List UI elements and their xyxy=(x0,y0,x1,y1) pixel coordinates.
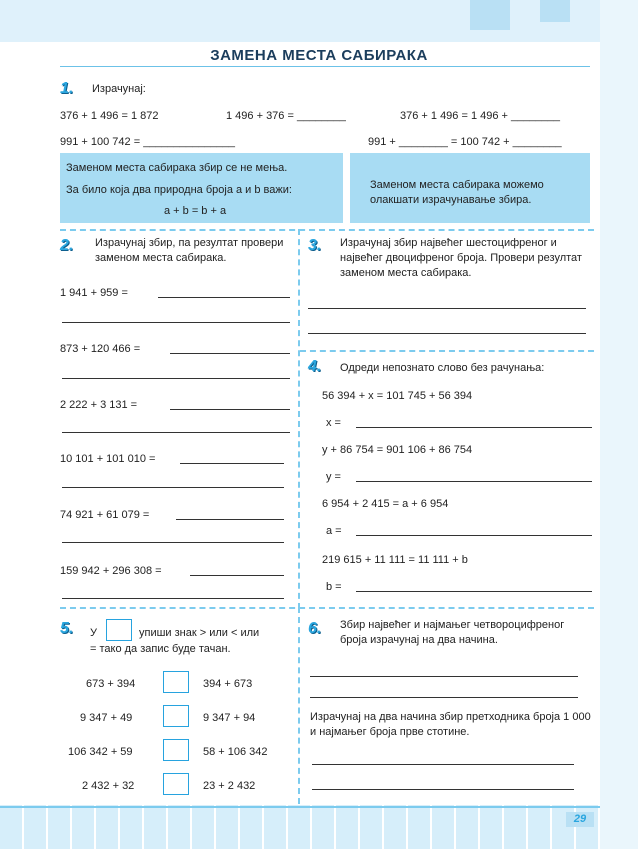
exercise-1-number: 1. xyxy=(60,80,74,97)
ex4-answer-label-2: y = xyxy=(326,471,341,483)
ex4-answer-label-4: b = xyxy=(326,581,342,593)
right-decor-band xyxy=(600,0,638,849)
ex4-equation-4: 219 615 + 11 111 = 11 111 + b xyxy=(322,554,468,566)
answer-line[interactable] xyxy=(62,322,290,323)
answer-line[interactable] xyxy=(356,481,592,482)
exercise-3-instruction: Израчунај збир највећег шестоцифреног и највећег двоцифреног броја. Провери резултат заменом места сабирака. xyxy=(340,237,582,279)
sign-input-box[interactable] xyxy=(163,773,189,795)
ex2-row-1: 1 941 + 959 = xyxy=(60,287,128,299)
ex1-row1-a: 376 + 1 496 = 1 872 xyxy=(60,110,159,122)
info-box-tip xyxy=(350,153,590,223)
ex4-equation-1: 56 394 + x = 101 745 + 56 394 xyxy=(322,390,473,402)
answer-line[interactable] xyxy=(310,697,578,698)
ex5-left-1: 673 + 394 xyxy=(86,678,136,690)
answer-line[interactable] xyxy=(62,487,284,488)
answer-line[interactable] xyxy=(62,542,284,543)
footer-line xyxy=(0,806,600,808)
ex2-row-6: 159 942 + 296 308 = xyxy=(60,565,162,577)
ex5-right-2: 9 347 + 94 xyxy=(203,712,256,724)
sign-input-box[interactable] xyxy=(163,739,189,761)
exercise-2-number: 2. xyxy=(60,237,74,254)
page-number: 29 xyxy=(566,812,594,827)
exercise-6-number: 6. xyxy=(308,620,322,637)
ex5-right-1: 394 + 673 xyxy=(203,678,253,690)
exercise-5-post: упиши знак > или < или xyxy=(139,627,260,639)
footer-decor-band xyxy=(0,805,600,849)
page-title: ЗАМЕНА МЕСТА САБИРАКА xyxy=(210,47,428,64)
answer-line[interactable] xyxy=(170,409,290,410)
answer-line[interactable] xyxy=(62,432,290,433)
ex2-row-4: 10 101 + 101 010 = xyxy=(60,453,156,465)
ex2-row-3: 2 222 + 3 131 = xyxy=(60,399,138,411)
answer-line[interactable] xyxy=(356,535,592,536)
answer-line[interactable] xyxy=(310,676,578,677)
exercise-5-line2: = тако да запис буде тачан. xyxy=(90,643,231,655)
top-decor-band xyxy=(0,0,638,42)
answer-line[interactable] xyxy=(180,463,284,464)
exercise-2-instruction: Израчунај збир, па резултат провери заменом места сабирака. xyxy=(95,237,284,264)
ex4-equation-3: 6 954 + 2 415 = a + 6 954 xyxy=(322,498,449,510)
info-line-1: Заменом места сабирака збир се не мења. xyxy=(66,162,288,174)
answer-line[interactable] xyxy=(308,333,586,334)
answer-line[interactable] xyxy=(312,764,574,765)
exercise-5-pre: У xyxy=(90,627,97,639)
ex4-answer-label-1: x = xyxy=(326,417,341,429)
exercise-6-second-task: Израчунај на два начина збир претходника броја 1 000 и најмањег броја прве стотине. xyxy=(310,711,591,738)
sign-input-box[interactable] xyxy=(163,671,189,693)
info-line-2: За било која два природна броја a и b важи: xyxy=(66,184,292,196)
ex5-left-3: 106 342 + 59 xyxy=(68,746,133,758)
ex5-right-4: 23 + 2 432 xyxy=(203,780,256,792)
exercise-6-instruction: Збир највећег и најмањег четвороцифреног броја израчунај на два начина. xyxy=(340,619,565,646)
exercise-4-number: 4. xyxy=(308,358,322,375)
info-box-rule xyxy=(60,153,343,223)
info-formula: a + b = b + a xyxy=(164,205,227,217)
answer-line[interactable] xyxy=(190,575,284,576)
ex2-row-5: 74 921 + 61 079 = xyxy=(60,509,150,521)
answer-line[interactable] xyxy=(312,789,574,790)
separator-bottom xyxy=(60,607,594,609)
exercise-4-instruction: Одреди непознато слово без рачунања: xyxy=(340,362,545,374)
ex4-equation-2: y + 86 754 = 901 106 + 86 754 xyxy=(322,444,473,456)
separator-vertical-lower xyxy=(298,607,300,804)
exercise-3-number: 3. xyxy=(308,237,322,254)
separator-vertical-upper xyxy=(298,229,300,609)
ex5-left-4: 2 432 + 32 xyxy=(82,780,135,792)
separator-ex3-ex4 xyxy=(300,350,594,352)
separator-top xyxy=(60,229,594,231)
exercise-5-number: 5. xyxy=(60,620,74,637)
exercise-1-instruction: Израчунај: xyxy=(92,83,146,95)
ex2-row-2: 873 + 120 466 = xyxy=(60,343,141,355)
answer-line[interactable] xyxy=(308,308,586,309)
answer-line[interactable] xyxy=(170,353,290,354)
ex1-row2-b[interactable]: 991 + ________ = 100 742 + ________ xyxy=(368,136,562,148)
ex1-row2-a[interactable]: 991 + 100 742 = _______________ xyxy=(60,136,235,148)
ex4-answer-label-3: a = xyxy=(326,525,342,537)
answer-line[interactable] xyxy=(356,427,592,428)
answer-line[interactable] xyxy=(158,297,290,298)
ex1-row1-b[interactable]: 1 496 + 376 = ________ xyxy=(226,110,346,122)
sign-input-box[interactable] xyxy=(163,705,189,727)
title-underline xyxy=(60,66,590,67)
answer-line[interactable] xyxy=(356,591,592,592)
answer-line[interactable] xyxy=(62,378,290,379)
example-sign-box xyxy=(106,619,132,641)
ex1-row1-c[interactable]: 376 + 1 496 = 1 496 + ________ xyxy=(400,110,560,122)
answer-line[interactable] xyxy=(176,519,284,520)
ex5-left-2: 9 347 + 49 xyxy=(80,712,133,724)
answer-line[interactable] xyxy=(62,598,284,599)
ex5-right-3: 58 + 106 342 xyxy=(203,746,268,758)
info-tip-text: Заменом места сабирака можемо олакшати израчунавање збира. xyxy=(370,179,544,206)
